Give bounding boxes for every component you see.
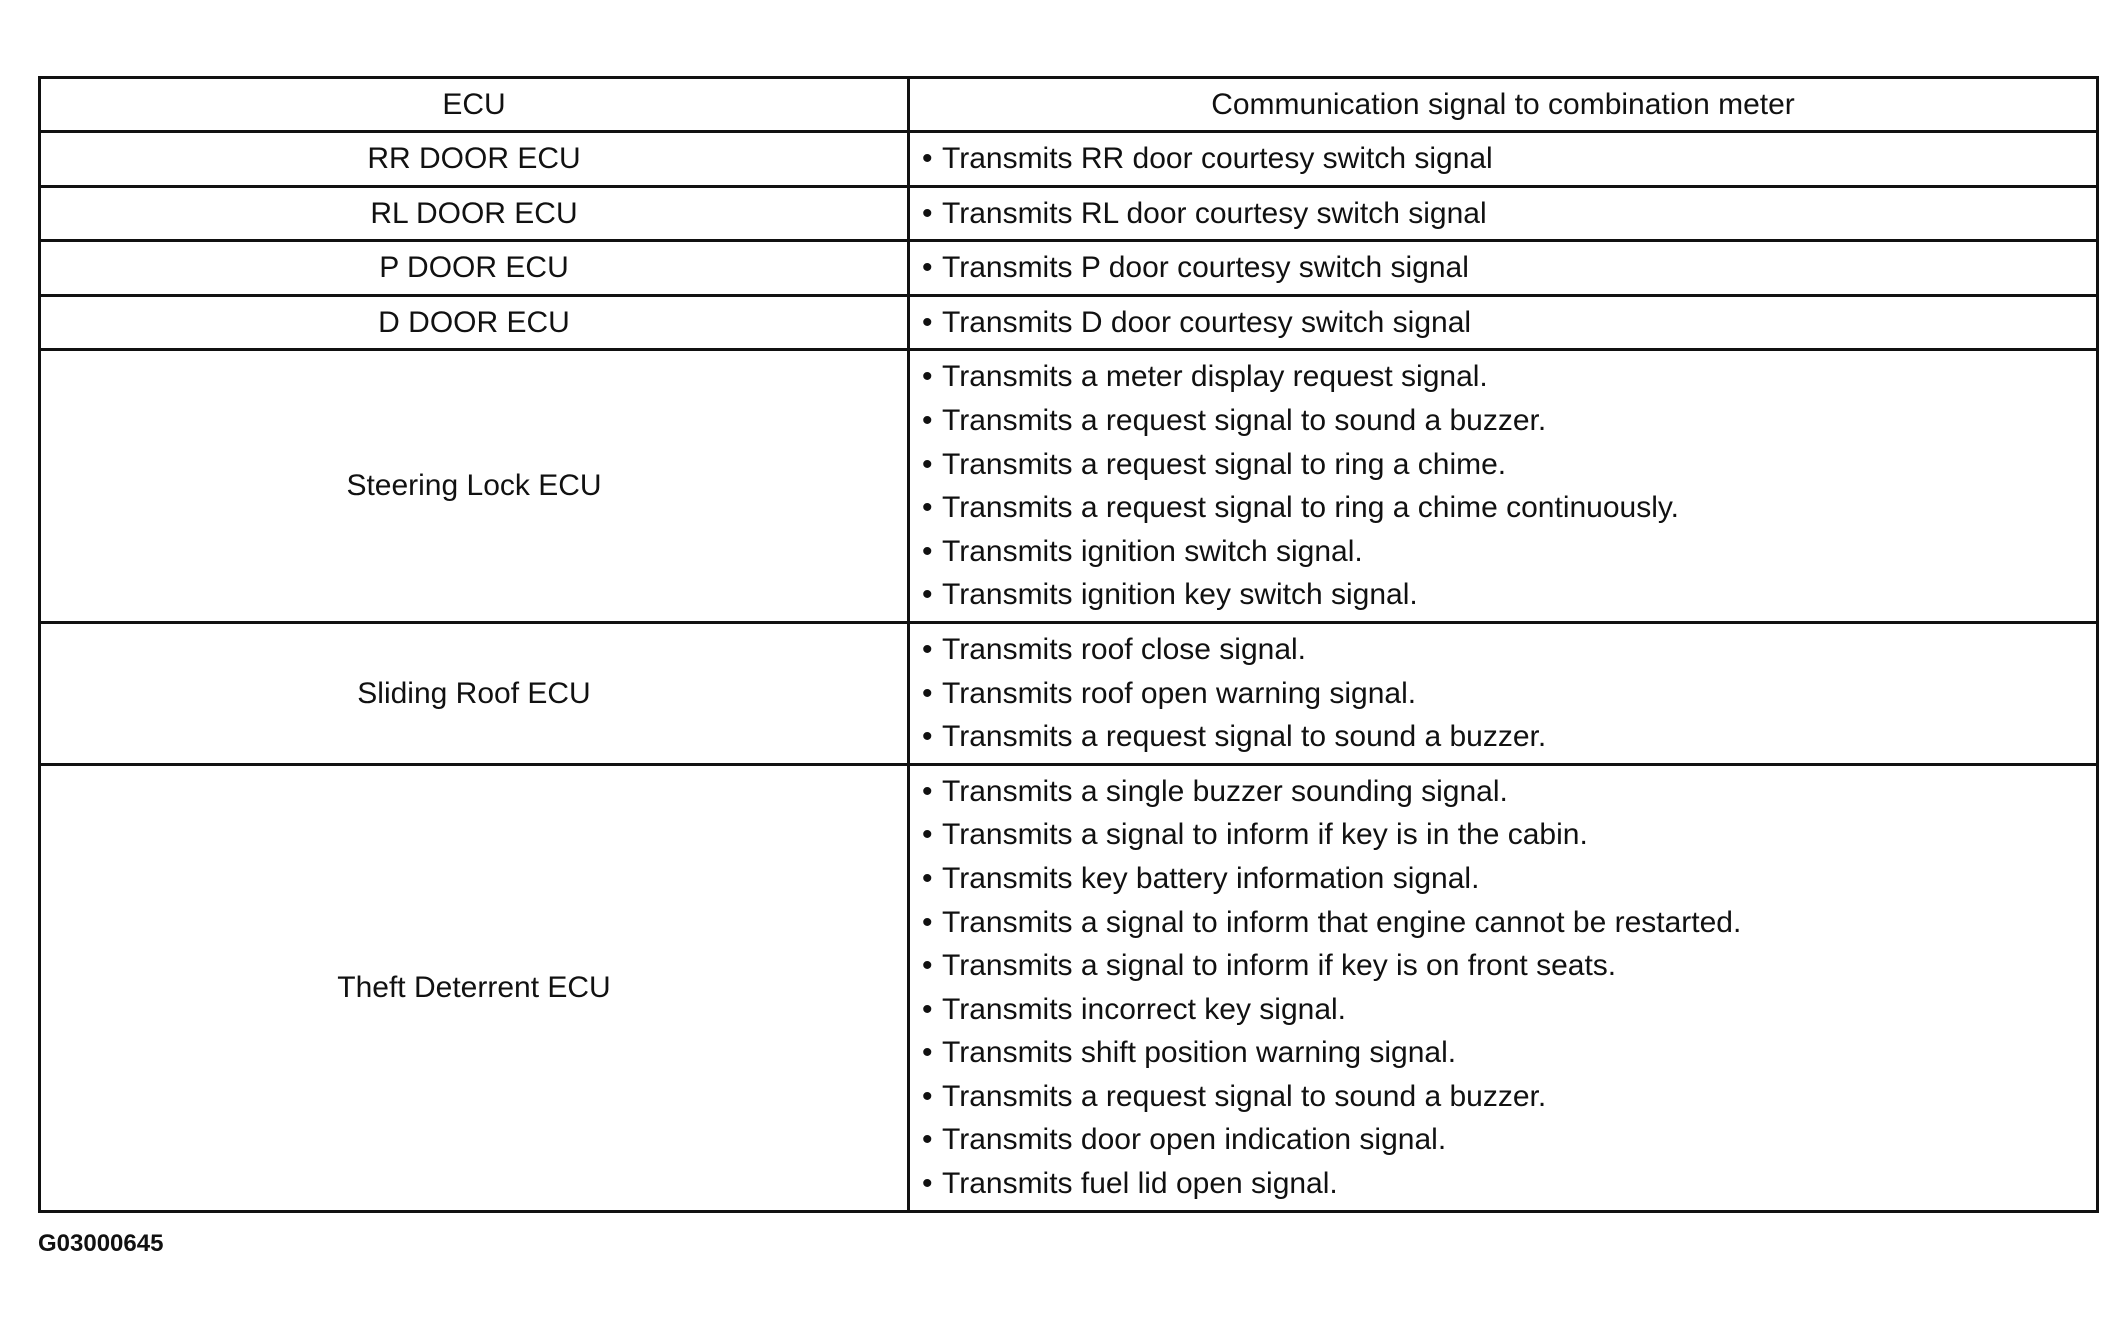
signal-item [922,944,2096,988]
signal-text: Transmits a signal to inform if key is in the cabin. [942,818,1588,852]
table-body [40,132,2098,1212]
signal-list-cell [909,132,2098,187]
bullet-icon: • [922,632,933,666]
signal-item [922,1031,2096,1075]
signal-text: Transmits a request signal to sound a buzzer. [942,720,1547,754]
table-row [40,186,2098,241]
signal-text: Transmits key battery information signal. [942,861,1480,895]
bullet-icon: • [922,1036,933,1070]
signal-list-cell [909,622,2098,764]
bullet-icon: • [922,1123,933,1157]
signal-item [922,628,2096,672]
ecu-name-cell: Theft Deterrent ECU [40,764,909,1211]
bullet-icon: • [922,360,933,394]
bullet-icon: • [922,720,933,754]
ecu-name-cell: RL DOOR ECU [40,186,909,241]
table-row [40,132,2098,187]
signal-item [922,1075,2096,1119]
signal-item [922,988,2096,1032]
signal-text: Transmits incorrect key signal. [942,992,1347,1026]
signal-item [922,1162,2096,1206]
signal-text: Transmits shift position warning signal. [942,1036,1457,1070]
signal-text: Transmits ignition switch signal. [942,534,1363,568]
bullet-icon: • [922,251,933,285]
signal-text: Transmits a signal to inform that engine cannot be restarted. [942,905,1742,939]
signal-list-cell [909,295,2098,350]
ecu-name-cell: P DOOR ECU [40,241,909,296]
signal-list-cell [909,186,2098,241]
bullet-icon: • [922,1079,933,1113]
ecu-column-header: ECU [40,78,909,132]
signal-item [922,301,2096,345]
signal-text: Transmits a request signal to sound a buzzer. [942,1079,1547,1113]
signal-text: Transmits a signal to inform if key is on front seats. [942,949,1617,983]
signal-column-header: Communication signal to combination meter [909,78,2098,132]
ecu-signal-table [38,76,2099,1213]
table-row [40,350,2098,623]
bullet-icon: • [922,534,933,568]
signal-text: Transmits a meter display request signal. [942,360,1488,394]
bullet-icon: • [922,447,933,481]
signal-item [922,715,2096,759]
bullet-icon: • [922,1167,933,1201]
signal-item [922,573,2096,617]
signal-item [922,192,2096,236]
signal-item [922,857,2096,901]
signal-text: Transmits RR door courtesy switch signal [942,142,1493,175]
signal-item [922,901,2096,945]
table-row [40,622,2098,764]
table-header-row [40,78,2098,132]
bullet-icon: • [922,818,933,852]
signal-text: Transmits D door courtesy switch signal [942,305,1472,339]
signal-list-cell [909,241,2098,296]
bullet-icon: • [922,774,933,808]
signal-item [922,486,2096,530]
bullet-icon: • [922,142,933,175]
bullet-icon: • [922,305,933,339]
bullet-icon: • [922,403,933,437]
ecu-name-cell: Steering Lock ECU [40,350,909,623]
ecu-signal-table-container [38,76,2096,1213]
signal-text: Transmits a single buzzer sounding signal. [942,774,1508,808]
signal-item [922,1118,2096,1162]
signal-item [922,355,2096,399]
bullet-icon: • [922,491,933,525]
signal-text: Transmits ignition key switch signal. [942,578,1418,612]
signal-item [922,530,2096,574]
bullet-icon: • [922,676,933,710]
signal-text: Transmits roof open warning signal. [942,676,1417,710]
signal-text: Transmits fuel lid open signal. [942,1167,1338,1201]
signal-list-cell [909,764,2098,1211]
signal-item [922,443,2096,487]
figure-id: G03000645 [38,1230,164,1257]
ecu-name-cell: D DOOR ECU [40,295,909,350]
table-row [40,295,2098,350]
signal-text: Transmits a request signal to ring a chime. [942,447,1507,481]
ecu-name-cell: Sliding Roof ECU [40,622,909,764]
bullet-icon: • [922,905,933,939]
bullet-icon: • [922,578,933,612]
signal-text: Transmits roof close signal. [942,632,1307,666]
signal-item [922,672,2096,716]
signal-item [922,813,2096,857]
table-row [40,764,2098,1211]
signal-item [922,770,2096,814]
signal-text: Transmits a request signal to ring a chime continuously. [942,491,1680,525]
signal-item [922,246,2096,290]
signal-item [922,137,2096,181]
signal-text: Transmits RL door courtesy switch signal [942,196,1487,230]
signal-item [922,399,2096,443]
bullet-icon: • [922,861,933,895]
bullet-icon: • [922,196,933,230]
table-row [40,241,2098,296]
bullet-icon: • [922,949,933,983]
signal-text: Transmits a request signal to sound a buzzer. [942,403,1547,437]
ecu-name-cell: RR DOOR ECU [40,132,909,187]
signal-text: Transmits P door courtesy switch signal [942,251,1469,285]
bullet-icon: • [922,992,933,1026]
signal-list-cell [909,350,2098,623]
signal-text: Transmits door open indication signal. [942,1123,1447,1157]
